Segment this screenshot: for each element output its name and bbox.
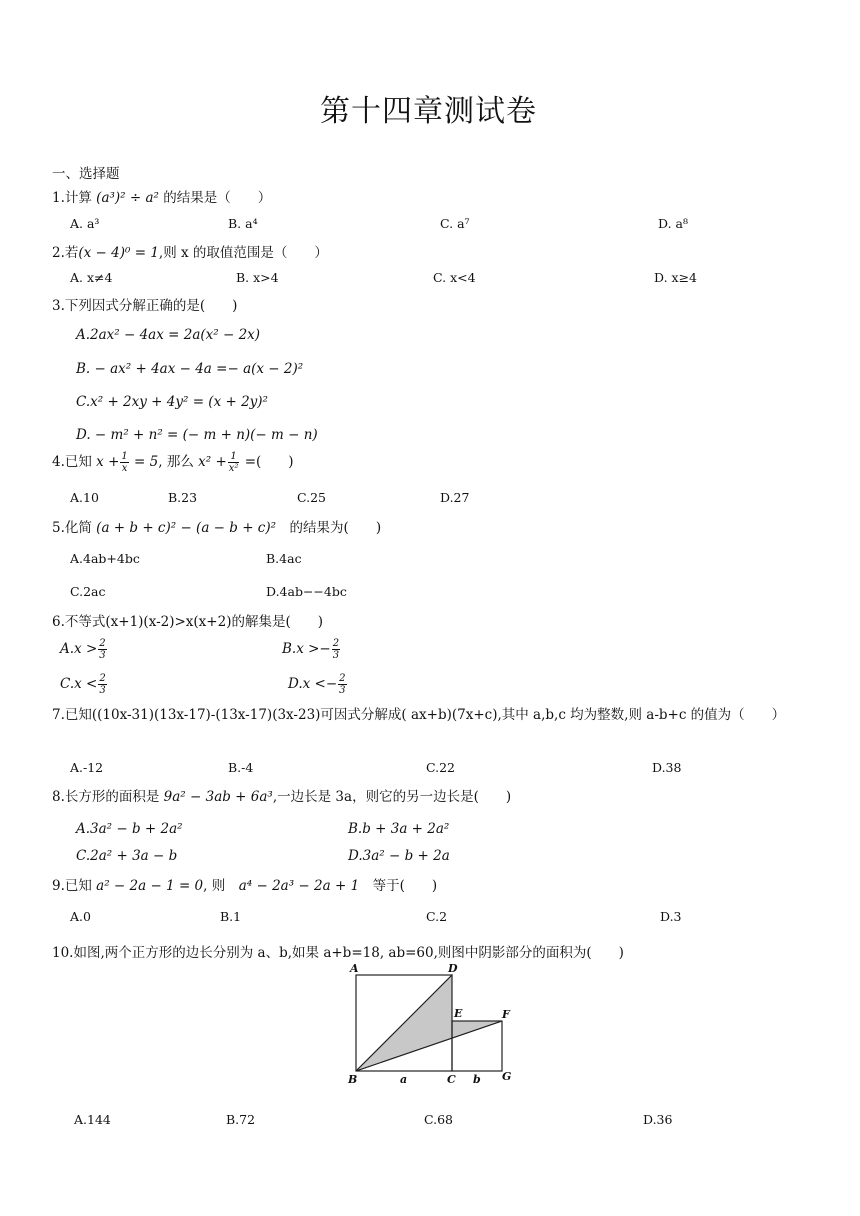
q8-option-c: C.2a² + 3a − b xyxy=(76,848,178,864)
q7-option-a: A.-12 xyxy=(70,760,104,775)
q2-expression: (x − 4)⁰ = 1 xyxy=(78,245,159,261)
q9-option-a: A.0 xyxy=(70,909,91,924)
q4-option-d: D.27 xyxy=(440,490,470,505)
q1-option-c: C. a⁷ xyxy=(440,216,470,231)
question-4 xyxy=(52,450,294,474)
q1-prefix: 1.计算 xyxy=(52,190,97,206)
q9-expression: a² − 2a − 1 = 0 xyxy=(96,878,204,894)
label-b-point: B xyxy=(348,1073,358,1086)
q9-option-b: B.1 xyxy=(220,909,242,924)
q6-option-a xyxy=(60,638,108,661)
q9-prefix: 9.已知 xyxy=(52,878,97,894)
q4-expr-c: x² + xyxy=(198,454,227,470)
q6-a-den: 3 xyxy=(99,650,106,661)
q9-mid: , 则 xyxy=(203,878,239,894)
label-a-point: A xyxy=(350,962,359,975)
question-6: 6.不等式(x+1)(x-2)>x(x+2)的解集是( ) xyxy=(52,614,323,630)
q2-option-a: A. x≠4 xyxy=(70,270,113,285)
q2-option-c: C. x<4 xyxy=(433,270,476,285)
label-c-point: C xyxy=(447,1073,456,1086)
q10-option-c: C.68 xyxy=(424,1112,453,1127)
q4-option-c: C.25 xyxy=(297,490,326,505)
label-d-point: D xyxy=(448,962,458,975)
label-e-point: E xyxy=(454,1007,463,1020)
question-3: 3.下列因式分解正确的是( ) xyxy=(52,298,238,314)
q9-suffix: 等于( ) xyxy=(359,878,438,894)
label-b-side: b xyxy=(473,1073,481,1086)
q1-suffix: 的结果是（ ） xyxy=(163,190,272,206)
q8-prefix: 8.长方形的面积是 xyxy=(52,789,164,805)
q10-option-d: D.36 xyxy=(643,1112,673,1127)
q4-fraction-2 xyxy=(228,451,240,474)
q5-option-a: A.4ab+4bc xyxy=(70,551,140,566)
q6-c-label: C.x < xyxy=(60,676,98,692)
q6-b-fraction xyxy=(332,638,340,661)
question-1 xyxy=(52,186,271,206)
q4-option-b: B.23 xyxy=(168,490,198,505)
q6-option-c xyxy=(60,673,108,696)
q3-option-a: A.2ax² − 4ax = 2a(x² − 2x) xyxy=(76,327,261,343)
q4-frac2-den: x² xyxy=(228,463,239,474)
q4-expr-b: = 5 xyxy=(129,454,159,470)
q4-option-a: A.10 xyxy=(70,490,99,505)
q6-option-b xyxy=(282,638,341,661)
q6-b-den: 3 xyxy=(332,650,340,661)
q2-suffix: ,则 x 的取值范围是（ ） xyxy=(158,245,328,261)
q4-prefix: 4.已知 xyxy=(52,454,97,470)
q2-prefix: 2.若 xyxy=(52,245,79,261)
q5-suffix: 的结果为( ) xyxy=(276,520,382,536)
section-heading: 一、选择题 xyxy=(52,166,120,182)
q2-option-b: B. x>4 xyxy=(236,270,279,285)
q8-option-a: A.3a² − b + 2a² xyxy=(76,821,183,837)
q5-prefix: 5.化简 xyxy=(52,520,97,536)
q1-option-a: A. a³ xyxy=(70,216,100,231)
q7-option-b: B.-4 xyxy=(228,760,254,775)
q8-option-b: B.b + 3a + 2a² xyxy=(348,821,450,837)
q4-frac2-num: 1 xyxy=(228,451,240,463)
q8-option-d: D.3a² − b + 2a xyxy=(348,848,450,864)
q10-option-b: B.72 xyxy=(226,1112,256,1127)
label-f-point: F xyxy=(502,1008,510,1021)
q4-suffix: =( ) xyxy=(240,454,294,470)
q7-option-c: C.22 xyxy=(426,760,455,775)
question-10: 10.如图,两个正方形的边长分别为 a、b,如果 a+b=18, ab=60,则图中阴影部分的面积为( ) xyxy=(52,945,624,961)
q6-d-num: 2 xyxy=(339,673,346,684)
q5-option-b: B.4ac xyxy=(266,551,302,566)
shaded-region xyxy=(356,975,502,1071)
q6-c-den: 3 xyxy=(99,685,106,696)
q3-option-c: C.x² + 2xy + 4y² = (x + 2y)² xyxy=(76,394,268,410)
question-5 xyxy=(52,516,381,536)
q6-a-num: 2 xyxy=(99,638,106,649)
q4-frac1-num: 1 xyxy=(121,451,128,462)
q9-option-d: D.3 xyxy=(660,909,682,924)
q6-d-fraction xyxy=(338,673,346,696)
question-9 xyxy=(52,874,437,894)
q6-option-d xyxy=(288,673,348,696)
q3-option-d: D. − m² + n² = (− m + n)(− m − n) xyxy=(76,427,318,443)
q4-mid: , 那么 xyxy=(158,454,199,470)
label-g-point: G xyxy=(502,1070,512,1083)
q9-expression-2: a⁴ − 2a³ − 2a + 1 xyxy=(238,878,360,894)
q5-option-c: C.2ac xyxy=(70,584,106,599)
q4-expr-a: x + xyxy=(96,454,120,470)
q7-option-d: D.38 xyxy=(652,760,682,775)
q6-a-fraction xyxy=(98,638,106,661)
q3-option-b: B. − ax² + 4ax − 4a =− a(x − 2)² xyxy=(76,361,304,377)
q1-expression: (a³)² ÷ a² xyxy=(96,190,159,206)
q6-d-den: 3 xyxy=(339,685,346,696)
q1-option-d: D. a⁸ xyxy=(658,216,688,231)
q6-a-label: A.x > xyxy=(60,641,98,657)
q9-option-c: C.2 xyxy=(426,909,448,924)
q6-c-fraction xyxy=(98,673,106,696)
q2-option-d: D. x≥4 xyxy=(654,270,697,285)
question-8 xyxy=(52,785,511,805)
q8-suffix: ,一边长是 3a，则它的另一边长是( ) xyxy=(272,789,512,805)
q4-fraction-1 xyxy=(120,451,128,474)
label-a-side: a xyxy=(400,1073,408,1086)
q4-frac1-den: x xyxy=(121,463,128,474)
q6-c-num: 2 xyxy=(99,673,106,684)
page-title: 第十四章测试卷 xyxy=(320,94,537,129)
q8-expression: 9a² − 3ab + 6a³ xyxy=(163,789,273,805)
q1-option-b: B. a⁴ xyxy=(228,216,258,231)
q6-b-label: B.x >− xyxy=(282,641,331,657)
q10-option-a: A.144 xyxy=(74,1112,111,1127)
question-2 xyxy=(52,241,328,261)
q5-option-d: D.4ab−−4bc xyxy=(266,584,347,599)
question-7: 7.已知((10x-31)(13x-17)-(13x-17)(3x-23)可因式分解成( ax+b)(7x+c),其中 a,b,c 均为整数,则 a-b+c 的值为（ ） xyxy=(52,707,786,723)
q5-expression: (a + b + c)² − (a − b + c)² xyxy=(96,520,277,536)
q6-d-label: D.x <− xyxy=(288,676,338,692)
q10-figure xyxy=(340,958,520,1088)
q6-b-num: 2 xyxy=(332,638,340,649)
